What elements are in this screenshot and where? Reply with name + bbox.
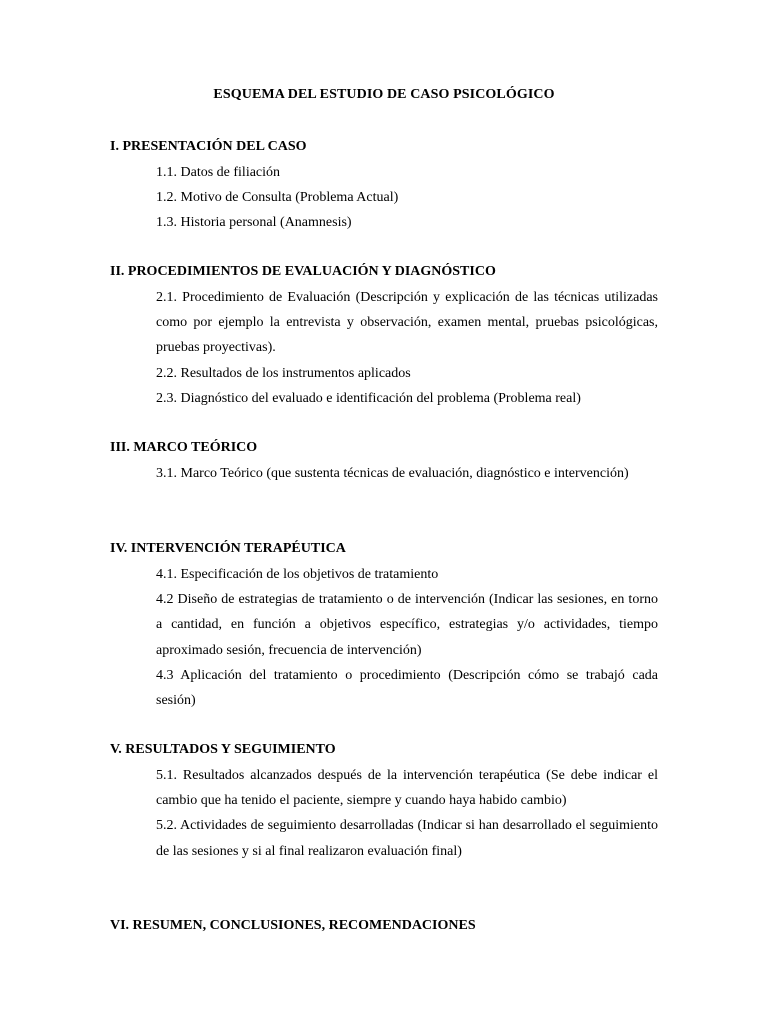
section-item-list xyxy=(110,461,658,486)
section-heading: V. RESULTADOS Y SEGUIMIENTO xyxy=(110,742,336,757)
section-item: 1.3. Historia personal (Anamnesis) xyxy=(156,215,352,231)
section-item-list xyxy=(110,763,658,864)
section-item: 2.3. Diagnóstico del evaluado e identificación del problema (Problema real) xyxy=(156,390,581,406)
section-item: 5.2. Actividades de seguimiento desarrolladas (Indicar si han desarrollado el seguimiento de las sesiones y si al final realizaron evaluación final) xyxy=(156,818,658,859)
section-heading: II. PROCEDIMIENTOS DE EVALUACIÓN Y DIAGNÓSTICO xyxy=(110,264,496,279)
section-heading: III. MARCO TEÓRICO xyxy=(110,440,258,455)
section-item: 4.3 Aplicación del tratamiento o procedimiento (Descripción cómo se trabajó cada sesión) xyxy=(156,667,658,709)
section-resumen-conclusiones xyxy=(110,917,658,935)
section-intervencion-terapeutica xyxy=(110,540,658,713)
section-heading: I. PRESENTACIÓN DEL CASO xyxy=(110,139,307,154)
section-item: 3.1. Marco Teórico (que sustenta técnicas de evaluación, diagnóstico e intervención) xyxy=(156,466,629,481)
section-heading: VI. RESUMEN, CONCLUSIONES, RECOMENDACIONES xyxy=(110,918,476,933)
section-presentacion-del-caso xyxy=(110,138,658,236)
section-item: 2.2. Resultados de los instrumentos aplicados xyxy=(156,365,411,381)
section-heading: IV. INTERVENCIÓN TERAPÉUTICA xyxy=(110,541,346,556)
section-item: 1.2. Motivo de Consulta (Problema Actual) xyxy=(156,190,399,206)
section-item-list xyxy=(110,285,658,411)
section-item-list xyxy=(110,160,658,236)
section-item: 1.1. Datos de filiación xyxy=(156,165,281,180)
section-item-list xyxy=(110,562,658,713)
section-item: 5.1. Resultados alcanzados después de la intervención terapéutica (Se debe indicar el cambio que ha tenido el paciente, siempre y cuando haya habido cambio) xyxy=(156,768,658,809)
section-item: 4.1. Especificación de los objetivos de tratamiento xyxy=(156,567,439,582)
section-resultados-seguimiento xyxy=(110,741,658,864)
section-marco-teorico xyxy=(110,439,658,486)
section-procedimientos-evaluacion xyxy=(110,263,658,411)
document-title: ESQUEMA DEL ESTUDIO DE CASO PSICOLÓGICO xyxy=(213,87,555,102)
section-item: 2.1. Procedimiento de Evaluación (Descripción y explicación de las técnicas utilizadas como por ejemplo la entrevista y observación, examen mental, pruebas psicológicas, pruebas proyectivas). xyxy=(156,290,658,356)
section-item: 4.2 Diseño de estrategias de tratamiento o de intervención (Indicar las sesiones, en torno a cantidad, en función a objetivos específico, estrategias y/o actividades, tiempo aproximado sesión, frecuencia de intervención) xyxy=(156,592,658,658)
